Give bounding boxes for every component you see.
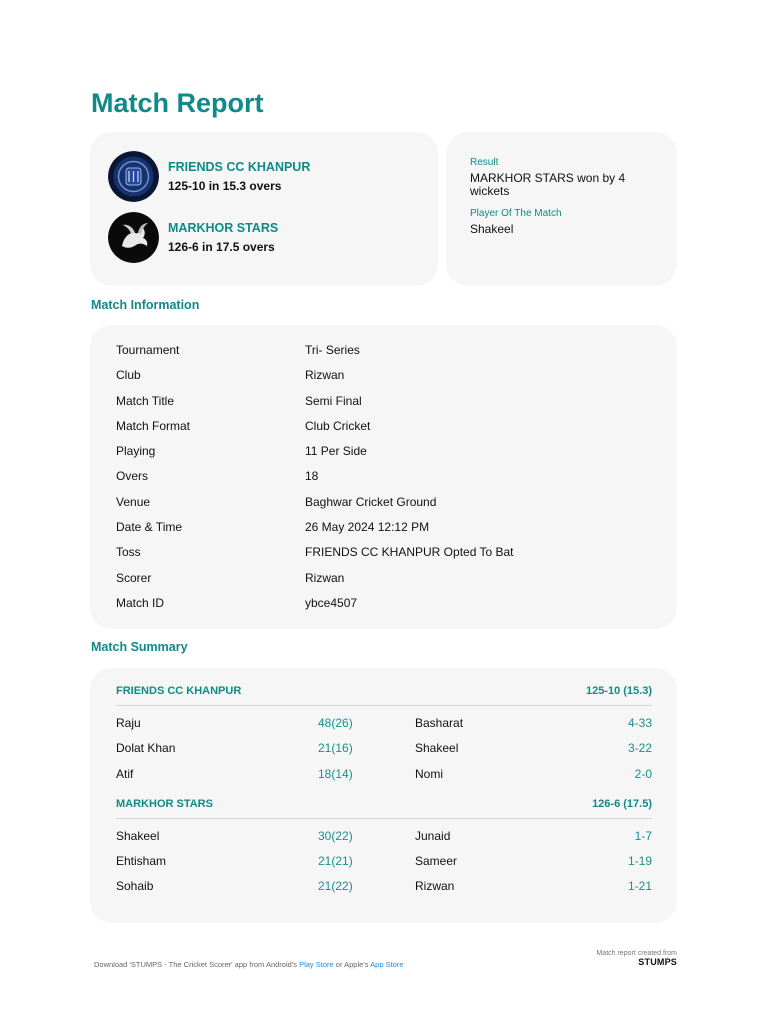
- info-value: FRIENDS CC KHANPUR Opted To Bat: [305, 545, 514, 560]
- performer-row: [116, 854, 652, 879]
- download-text: Download 'STUMPS - The Cricket Scorer' app from Android's: [94, 960, 300, 969]
- team-score: 126-6 in 17.5 overs: [168, 240, 275, 254]
- match-information-card: [90, 325, 677, 629]
- info-label: Toss: [116, 545, 141, 560]
- performer-row: [116, 829, 652, 854]
- batter-name: Sohaib: [116, 879, 154, 894]
- info-row: [90, 419, 677, 444]
- batter-name: Dolat Khan: [116, 741, 176, 756]
- info-value: Semi Final: [305, 393, 362, 408]
- team-name: FRIENDS CC KHANPUR: [168, 160, 311, 174]
- info-label: Club: [116, 368, 141, 383]
- info-row: [90, 495, 677, 520]
- info-label: Venue: [116, 494, 151, 509]
- info-label: Match Format: [116, 418, 191, 433]
- info-value: 18: [305, 469, 319, 484]
- batter-runs: 21(22): [318, 879, 353, 894]
- info-label: Date & Time: [116, 520, 183, 535]
- created-from: [596, 950, 677, 967]
- info-row: [90, 545, 677, 570]
- bowler-figures: 1-21: [627, 879, 652, 894]
- bowler-name: Basharat: [415, 716, 464, 730]
- bowler-figures: 3-22: [627, 741, 652, 756]
- bowler-figures: 2-0: [634, 766, 652, 781]
- batter-name: Shakeel: [116, 828, 160, 843]
- info-value: Baghwar Cricket Ground: [305, 494, 437, 509]
- team-row-1: [108, 151, 310, 202]
- bowler-figures: 1-7: [634, 828, 652, 843]
- download-text-middle: or Apple's: [333, 960, 371, 969]
- stumps-brand: STUMPS: [638, 957, 677, 967]
- innings-team: FRIENDS CC KHANPUR: [116, 685, 242, 697]
- batter-runs: 48(26): [318, 716, 353, 730]
- info-row: [90, 571, 677, 596]
- info-row: [90, 596, 677, 621]
- page-title: Match Report: [91, 88, 264, 118]
- innings-header: [116, 798, 652, 819]
- result-card: [446, 132, 677, 286]
- info-row: [90, 520, 677, 545]
- info-row: [90, 368, 677, 393]
- team-crest-icon: [108, 151, 159, 202]
- batter-name: Raju: [116, 716, 141, 730]
- innings-header: [116, 685, 652, 706]
- bowler-figures: 4-33: [627, 716, 652, 730]
- bowler-figures: 1-19: [627, 854, 652, 869]
- bowler-name: Shakeel: [415, 741, 459, 756]
- info-label: Tournament: [116, 343, 180, 357]
- innings-total: 125-10 (15.3): [585, 685, 652, 697]
- match-summary-title: Match Summary: [91, 640, 188, 654]
- info-label: Scorer: [116, 570, 152, 585]
- info-value: 11 Per Side: [305, 444, 367, 459]
- info-value: Rizwan: [305, 570, 345, 585]
- player-of-match-value: Shakeel: [470, 222, 514, 236]
- result-label: Result: [470, 157, 499, 168]
- bowler-name: Junaid: [415, 828, 451, 843]
- markhor-logo-icon: [108, 212, 159, 263]
- team-row-2: [108, 212, 278, 263]
- player-of-match-label: Player Of The Match: [470, 208, 562, 219]
- info-value: 26 May 2024 12:12 PM: [305, 520, 430, 535]
- info-value: Rizwan: [305, 368, 345, 383]
- info-value: Club Cricket: [305, 418, 371, 433]
- team-name: MARKHOR STARS: [168, 221, 279, 235]
- app-store-link[interactable]: App Store: [370, 960, 404, 969]
- batter-name: Atif: [116, 766, 134, 781]
- innings-total: 126-6 (17.5): [592, 797, 652, 810]
- info-label: Overs: [116, 469, 149, 484]
- batter-runs: 30(22): [318, 828, 353, 843]
- batter-runs: 21(16): [318, 741, 353, 756]
- innings-team: MARKHOR STARS: [116, 797, 213, 810]
- info-row: [90, 343, 677, 368]
- bowler-name: Rizwan: [415, 879, 455, 894]
- batter-runs: 18(14): [318, 766, 353, 781]
- info-row: [90, 394, 677, 419]
- bowler-name: Sameer: [415, 854, 458, 869]
- download-note: [94, 960, 404, 969]
- match-information-title: Match Information: [91, 298, 200, 312]
- performer-row: [116, 767, 652, 792]
- batter-name: Ehtisham: [116, 854, 167, 869]
- teams-card: [90, 132, 438, 286]
- performer-row: [116, 716, 652, 741]
- info-row: [90, 469, 677, 494]
- info-value: Tri- Series: [305, 343, 360, 357]
- info-value: ybce4507: [305, 595, 358, 610]
- bowler-name: Nomi: [415, 766, 444, 781]
- info-label: Match Title: [116, 393, 175, 408]
- info-row: [90, 444, 677, 469]
- info-label: Playing: [116, 444, 156, 459]
- match-summary-card: [90, 668, 677, 923]
- created-note: Match report created from: [596, 950, 677, 957]
- result-value: MARKHOR STARS won by 4 wickets: [470, 171, 626, 198]
- batter-runs: 21(21): [318, 854, 353, 869]
- performer-row: [116, 879, 652, 904]
- play-store-link[interactable]: Play Store: [299, 960, 334, 969]
- info-label: Match ID: [116, 595, 165, 610]
- performer-row: [116, 741, 652, 766]
- team-score: 125-10 in 15.3 overs: [168, 179, 282, 193]
